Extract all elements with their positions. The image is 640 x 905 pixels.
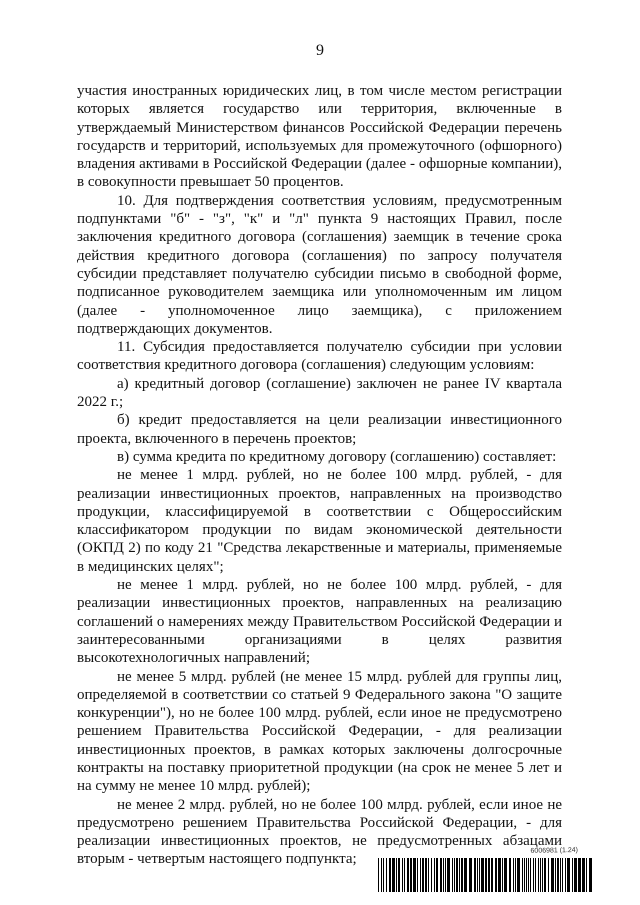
document-body (77, 82, 562, 869)
paragraph-continuation: участия иностранных юридических лиц, в том числе местом регистрации которых является государство или территория, включенные в утверждаемый Министерством финансов Российской Федерации перечень государств и территорий, используемых для промежуточного (офшорного) владения активами в Российской Федерации (далее - офшорные компании), в совокупности превышает 50 процентов. (77, 83, 562, 191)
document-code: 6006981 (1.24) (530, 846, 579, 855)
paragraph-11: 11. Субсидия предоставляется получателю субсидии при условии соответствия кредитного договора (соглашения) следующим условиям: (77, 339, 562, 374)
amount-clause-3: не менее 5 млрд. рублей (не менее 15 млрд. рублей для группы лиц, определяемой в соответствии со статьей 9 Федерального закона "О защите конкуренции"), но не более 100 млрд. рублей, если иное не предусмотрено решением Правительства Российской Федерации, - для реализации инвестиционных проектов, в рамках которых заключены долгосрочные контракты на поставку приоритетной продукции (на срок не менее 5 лет и на сумму не менее 10 млрд. рублей); (77, 668, 562, 795)
paragraph-10: 10. Для подтверждения соответствия условиям, предусмотренным подпунктами "б" - "з", "к" и "л" пункта 9 настоящих Правил, после заключения кредитного договора (соглашения) заемщик в течение срока действия кредитного договора (соглашения) по запросу получателя субсидии представляет получателю субсидии письмо в свободной форме, подписанное руководителем заемщика или уполномоченным им лицом (далее - уполномоченное лицо заемщика), с приложением подтверждающих документов. (77, 192, 562, 337)
amount-clause-1: не менее 1 млрд. рублей, но не более 100 млрд. рублей, - для реализации инвестиционных проектов, направленных на производство продукции, классифицируемой в соответствии с Общероссийским классификатором продукции по видам экономической деятельности (ОКПД 2) по коду 21 "Средства лекарственные и материалы, применяемые в медицинских целях"; (77, 467, 562, 575)
subitem-v: в) сумма кредита по кредитному договору (соглашению) составляет: (117, 448, 557, 465)
amount-clause-2: не менее 1 млрд. рублей, но не более 100 млрд. рублей, - для реализации инвестиционных проектов, направленных на реализацию соглашений о намерениях между Правительством Российской Федерации и заинтересованными организациями в целях развития высокотехнологичных направлений; (77, 577, 562, 667)
page-number: 9 (316, 42, 324, 59)
barcode-icon (378, 858, 594, 892)
subitem-b: б) кредит предоставляется на цели реализации инвестиционного проекта, включенного в перечень проектов; (77, 412, 562, 447)
amount-clause-4: не менее 2 млрд. рублей, но не более 100 млрд. рублей, если иное не предусмотрено решением Правительства Российской Федерации, - для реализации инвестиционных проектов, не предусмотренных абзацами вторым - четвертым настоящего подпункта; (77, 796, 562, 868)
subitem-a: а) кредитный договор (соглашение) заключен не ранее IV квартала 2022 г.; (77, 375, 562, 411)
